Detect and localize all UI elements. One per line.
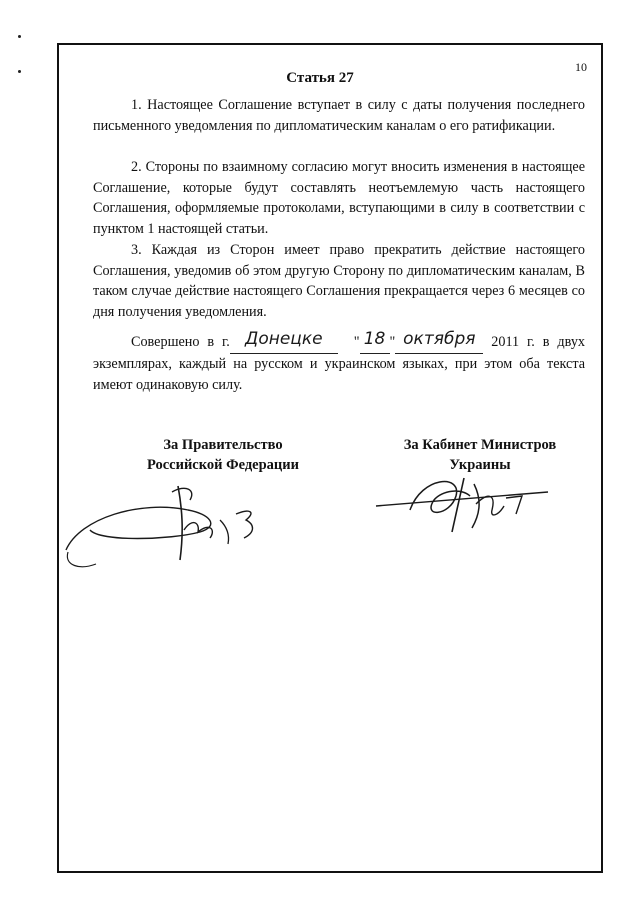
paragraph-2 <box>93 157 585 239</box>
paragraph-3-text: 3. Каждая из Сторон имеет право прекратить действие настоящего Соглашения, уведомив об этом другую Сторону по дипломатическим каналам, В таком случае действие настоящего Соглашения прекращается через 6 месяцев со дня получения уведомления. <box>93 242 585 320</box>
paragraph-1-text: 1. Настоящее Соглашение вступает в силу с даты получения последнего письменного уведомления по дипломатическим каналам о его ратификации. <box>93 97 585 134</box>
signatory-right <box>380 435 580 475</box>
paragraph-1 <box>93 95 585 136</box>
signatory-left-line2: Российской Федерации <box>146 457 299 473</box>
signatory-left-line1: За Правительство <box>163 437 283 453</box>
handwritten-day: 18 <box>363 329 386 349</box>
execution-clause: Совершено в г. Донецке " 18 " октября 2011 г. в двух экземплярах, каждый на русском и украинском языках, при этом оба текста имеют одинаковую силу. <box>93 329 586 393</box>
handwritten-city: Донецке <box>245 329 323 349</box>
left-signature <box>60 478 300 578</box>
signatory-right-line2: Украины <box>449 457 511 473</box>
page-number: 10 <box>575 60 587 74</box>
signatory-left <box>118 435 328 475</box>
signatory-right-line1: За Кабинет Министров <box>403 437 557 453</box>
execution-prefix: Совершено в г. <box>131 334 230 350</box>
execution-rest: 2011 г. в двух экземплярах, каждый на русском и украинском языках, при этом оба текста имеют одинаковую силу. <box>93 334 586 393</box>
paragraph-2-text: 2. Стороны по взаимному согласию могут вносить изменения в настоящее Соглашение, которые будут составлять неотъемлемую часть настоящего Соглашения, оформляемые протоколами, вступающими в силу в соответствии с пунктом 1 настоящей статьи. <box>93 159 585 237</box>
right-signature <box>372 470 572 540</box>
paragraph-3 <box>93 240 585 322</box>
article-title: Статья 27 <box>286 70 354 86</box>
handwritten-month: октября <box>403 329 476 349</box>
margin-dot <box>18 35 21 38</box>
